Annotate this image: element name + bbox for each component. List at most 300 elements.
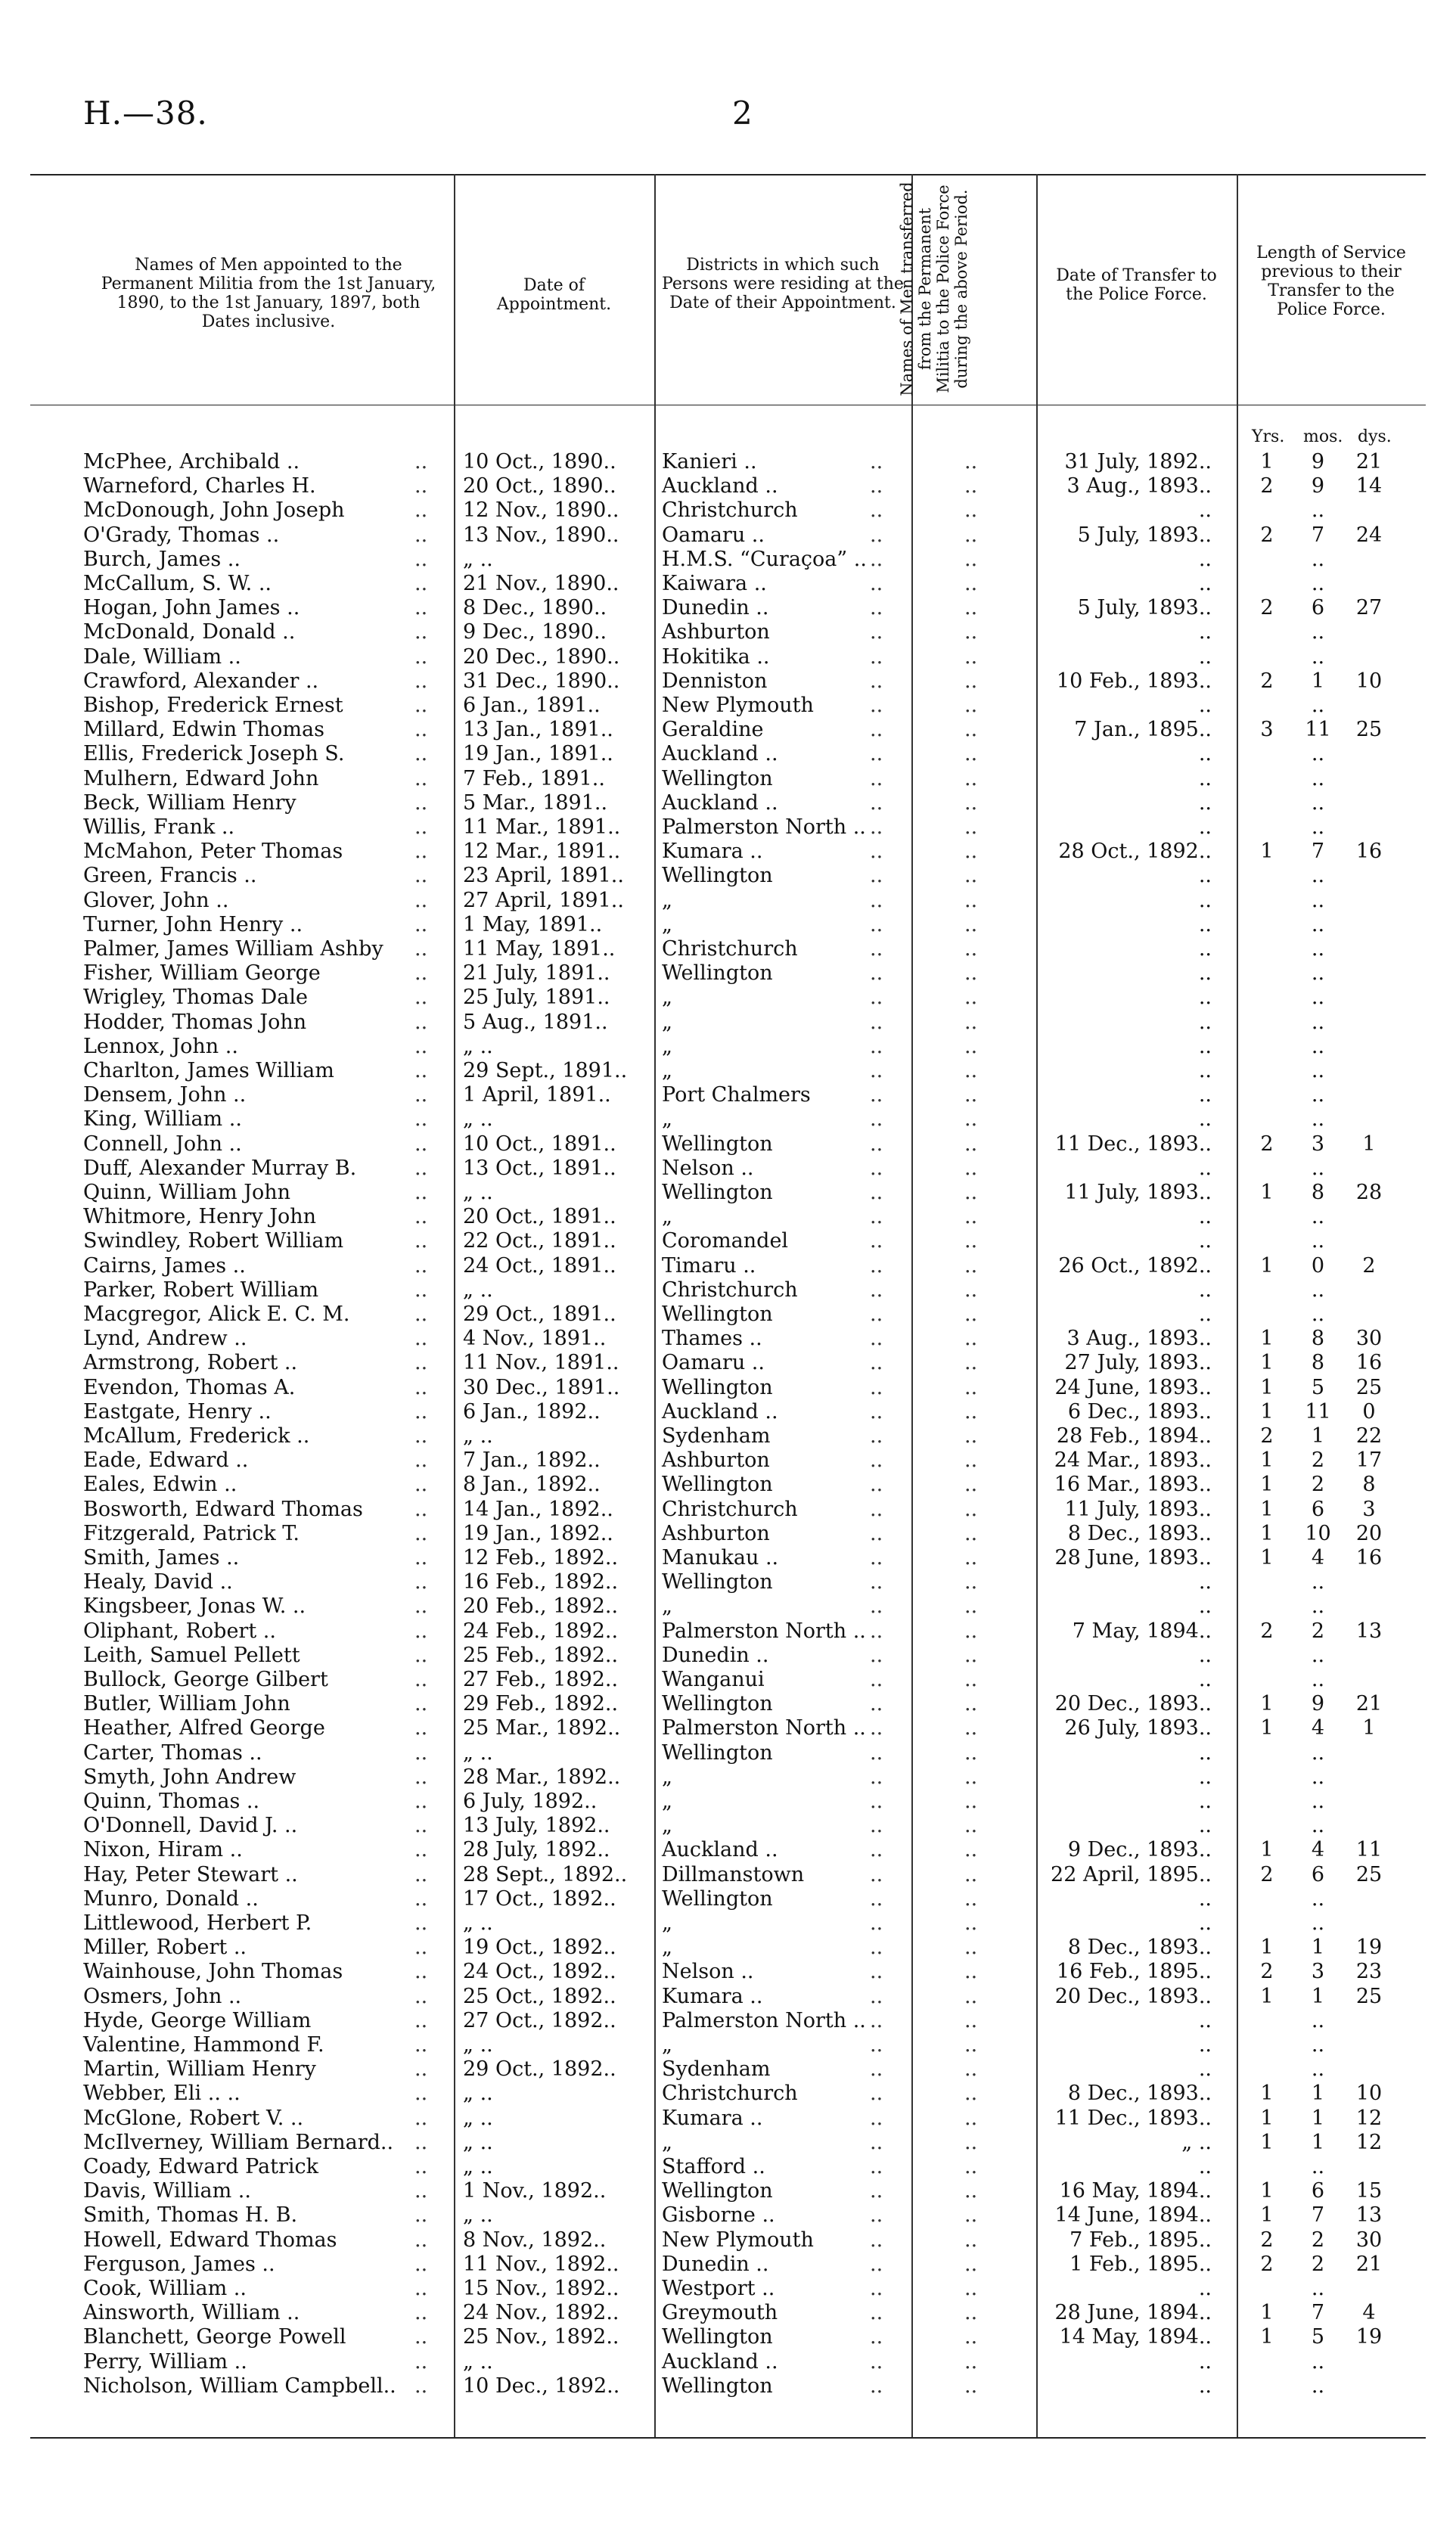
table-row [0,1278,1456,1302]
leader-dots: .. [414,2277,428,2300]
years-cell: 2 [1260,474,1274,498]
name-cell: Warneford, Charles H. [83,474,316,498]
months-cell: .. [1311,620,1325,644]
transferred-dots: .. [964,2106,978,2130]
transferred-dots: .. [964,2155,978,2178]
district-cell: Westport .. [662,2277,775,2300]
appointment-date-cell: „ .. [463,2203,493,2228]
transferred-dots: .. [964,2374,978,2398]
district-cell: Sydenham [662,1424,771,1448]
transfer-date-cell: .. [1198,1083,1212,1107]
months-cell: 9 [1311,450,1325,473]
header-date-of-transfer: Date of Transfer to the Police Force. [1056,266,1217,304]
appointment-date-cell: 13 Nov., 1890.. [463,523,619,547]
months-cell: .. [1311,572,1325,595]
transfer-date-cell: .. [1198,1302,1212,1326]
table-row [0,889,1456,913]
transfer-date-cell: 6 Dec., 1893.. [1067,1399,1212,1424]
table-row [0,2107,1456,2131]
transfer-date-cell: .. [1198,1107,1212,1132]
district-cell: Thames .. [662,1327,762,1351]
appointment-date-cell: „ .. [463,2033,493,2057]
transferred-dots: .. [964,1107,978,1132]
years-cell: 1 [1260,1984,1274,2008]
transferred-dots: .. [964,864,978,888]
leader-dots: .. [870,669,883,693]
days-cell: 1 [1362,1716,1376,1740]
leader-dots: .. [414,1936,428,1960]
transfer-date-cell: 14 June, 1894.. [1054,2203,1212,2228]
transfer-date-cell: 28 Feb., 1894.. [1056,1424,1212,1448]
district-cell: Ashburton [662,1448,770,1473]
transferred-dots: .. [964,644,978,669]
table-row [0,986,1456,1010]
leader-dots: .. [870,1205,883,1229]
months-cell: 1 [1311,1984,1325,2008]
leader-dots: .. [414,2325,428,2349]
years-cell: 1 [1260,1253,1274,1278]
district-cell: Wellington [662,1473,773,1497]
transferred-dots: .. [964,1911,978,1935]
district-cell: Auckland .. [662,790,778,815]
name-cell: Mulhern, Edward John [83,766,319,790]
months-cell: .. [1311,2349,1325,2374]
transfer-date-cell: „ .. [1181,2130,1212,2154]
name-cell: Palmer, James William Ashby [83,937,383,961]
table-row [0,1376,1456,1400]
name-cell: Hodder, Thomas John [83,1010,307,1034]
days-cell: 16 [1355,1351,1383,1375]
district-cell: „ [662,1936,672,1960]
name-cell: Swindley, Robert William [83,1229,344,1253]
name-cell: Valentine, Hammond F. [83,2033,324,2057]
months-cell: .. [1311,1594,1325,1619]
table-row [0,1716,1456,1740]
transfer-date-cell: .. [1198,547,1212,571]
months-cell: 0 [1311,1253,1325,1278]
district-cell: Auckland .. [662,474,778,498]
district-cell: Kumara .. [662,840,763,864]
appointment-date-cell: 19 Oct., 1892.. [463,1936,616,1960]
name-cell: Coady, Edward Patrick [83,2155,319,2178]
transferred-dots: .. [964,2130,978,2154]
leader-dots: .. [414,840,428,864]
district-cell: Coromandel [662,1229,789,1253]
leader-dots: .. [870,1253,883,1278]
district-cell: Palmerston North .. [662,815,866,839]
table-row [0,1181,1456,1205]
district-cell: Stafford .. [662,2155,765,2178]
transferred-dots: .. [964,694,978,717]
leader-dots: .. [870,912,883,936]
district-cell: „ [662,1059,672,1082]
table-row [0,1522,1456,1546]
table-row [0,2033,1456,2057]
leader-dots: .. [870,1083,883,1107]
months-cell: 6 [1311,1497,1325,1521]
years-cell: 3 [1260,718,1274,742]
months-cell: 3 [1311,1132,1325,1156]
leader-dots: .. [870,1132,883,1156]
table-row [0,1960,1456,1984]
transferred-dots: .. [964,1375,978,1399]
appointment-date-cell: 25 Mar., 1892.. [463,1716,621,1740]
leader-dots: .. [414,1083,428,1107]
leader-dots: .. [870,1448,883,1473]
table-row [0,1400,1456,1424]
days-cell: 2 [1362,1253,1376,1278]
name-cell: McMahon, Peter Thomas [83,840,343,864]
appointment-date-cell: 6 Jan., 1892.. [463,1399,601,1424]
appointment-date-cell: 21 Nov., 1890.. [463,572,619,595]
transferred-dots: .. [964,1790,978,1813]
days-cell: 19 [1355,2325,1383,2349]
transfer-date-cell: .. [1198,912,1212,936]
months-cell: 8 [1311,1351,1325,1375]
district-cell: „ [662,912,672,936]
appointment-date-cell: „ .. [463,2349,493,2374]
leader-dots: .. [414,1814,428,1838]
name-cell: Charlton, James William [83,1059,334,1082]
leader-dots: .. [414,1181,428,1204]
transfer-date-cell: .. [1198,790,1212,815]
table-row [0,1692,1456,1716]
transfer-date-cell: .. [1198,1229,1212,1253]
leader-dots: .. [870,1181,883,1204]
days-cell: 13 [1355,1619,1383,1643]
district-cell: Christchurch [662,498,798,523]
table-row [0,718,1456,742]
months-cell: .. [1311,1205,1325,1229]
appointment-date-cell: „ .. [463,1424,493,1448]
leader-dots: .. [414,1984,428,2008]
months-cell: .. [1311,2057,1325,2082]
table-row [0,864,1456,888]
leader-dots: .. [414,1886,428,1911]
name-cell: Heather, Alfred George [83,1716,325,1740]
transferred-dots: .. [964,1692,978,1716]
transfer-date-cell: 7 May, 1894.. [1072,1619,1212,1643]
table-row [0,1083,1456,1107]
leader-dots: .. [870,790,883,815]
appointment-date-cell: 20 Oct., 1891.. [463,1205,616,1229]
years-cell: 2 [1260,669,1274,693]
leader-dots: .. [870,596,883,620]
months-cell: .. [1311,1570,1325,1594]
name-cell: Carter, Thomas .. [83,1740,262,1765]
appointment-date-cell: 29 Oct., 1891.. [463,1302,616,1326]
name-cell: Cook, William .. [83,2277,247,2300]
district-cell: „ [662,1205,672,1229]
transfer-date-cell: .. [1198,2277,1212,2300]
months-cell: 9 [1311,474,1325,498]
transferred-dots: .. [964,2228,978,2252]
transfer-date-cell: .. [1198,1570,1212,1594]
table-row [0,1863,1456,1887]
district-cell: Christchurch [662,937,798,961]
name-cell: McDonough, John Joseph [83,498,345,523]
leader-dots: .. [414,1643,428,1667]
appointment-date-cell: 24 Nov., 1892.. [463,2301,619,2325]
header-districts: Districts in which such Persons were residing at the Date of their Appointment. [662,256,904,312]
name-cell: Smyth, John Andrew [83,1765,296,1789]
name-cell: Littlewood, Herbert P. [83,1911,312,1935]
name-cell: Cairns, James .. [83,1253,246,1278]
name-cell: Ferguson, James .. [83,2252,275,2276]
transferred-dots: .. [964,2349,978,2374]
district-cell: Ashburton [662,1521,770,1545]
leader-dots: .. [414,2033,428,2057]
appointment-date-cell: 27 April, 1891.. [463,888,624,912]
months-cell: 4 [1311,1716,1325,1740]
months-cell: .. [1311,2277,1325,2300]
name-cell: Crawford, Alexander .. [83,669,319,693]
leader-dots: .. [414,815,428,839]
leader-dots: .. [414,742,428,766]
transferred-dots: .. [964,1399,978,1424]
leader-dots: .. [870,1521,883,1545]
name-cell: Connell, John .. [83,1132,242,1156]
transfer-date-cell: 28 June, 1894.. [1054,2301,1212,2325]
table-row [0,1035,1456,1059]
transferred-dots: .. [964,986,978,1010]
transfer-date-cell: 31 July, 1892.. [1064,450,1212,473]
transfer-date-cell: .. [1198,1594,1212,1619]
transfer-date-cell: 26 July, 1893.. [1064,1716,1212,1740]
leader-dots: .. [870,1327,883,1351]
leader-dots: .. [414,864,428,888]
months-cell: 8 [1311,1181,1325,1204]
leader-dots: .. [414,1229,428,1253]
days-cell: 15 [1355,2179,1383,2203]
days-cell: 24 [1355,523,1383,547]
leader-dots: .. [414,547,428,571]
leader-dots: .. [870,1229,883,1253]
district-cell: Oamaru .. [662,1351,765,1375]
leader-dots: .. [414,937,428,961]
leader-dots: .. [414,1156,428,1180]
transferred-dots: .. [964,1156,978,1180]
months-cell: 3 [1311,1960,1325,1984]
leader-dots: .. [414,888,428,912]
leader-dots: .. [414,1716,428,1740]
years-cell: 1 [1260,2301,1274,2325]
name-cell: Bullock, George Gilbert [83,1668,328,1691]
leader-dots: .. [870,2130,883,2154]
transferred-dots: .. [964,840,978,864]
leader-dots: .. [414,1570,428,1594]
leader-dots: .. [870,2179,883,2203]
transferred-dots: .. [964,1132,978,1156]
district-cell: Auckland .. [662,2349,778,2374]
years-cell: 1 [1260,2082,1274,2106]
leader-dots: .. [414,718,428,742]
transfer-date-cell: .. [1198,1814,1212,1838]
appointment-date-cell: 12 Feb., 1892.. [463,1546,619,1570]
leader-dots: .. [414,1132,428,1156]
days-cell: 17 [1355,1448,1383,1473]
table-row [0,1327,1456,1351]
months-cell: .. [1311,1911,1325,1935]
appointment-date-cell: 8 Nov., 1892.. [463,2228,607,2252]
transferred-dots: .. [964,1181,978,1204]
leader-dots: .. [414,1473,428,1497]
table-row [0,1132,1456,1157]
leader-dots: .. [414,1327,428,1351]
transferred-dots: .. [964,1010,978,1034]
transferred-dots: .. [964,790,978,815]
appointment-date-cell: „ .. [463,2130,493,2154]
name-cell: Nixon, Hiram .. [83,1838,243,1862]
district-cell: „ [662,1010,672,1034]
leader-dots: .. [414,2106,428,2130]
name-cell: Green, Francis .. [83,864,257,888]
years-cell: 1 [1260,1546,1274,1570]
table-row [0,1911,1456,1936]
table-row [0,548,1456,572]
appointment-date-cell: 23 April, 1891.. [463,864,624,888]
months-cell: .. [1311,694,1325,717]
table-row [0,1985,1456,2009]
leader-dots: .. [414,498,428,523]
transferred-dots: .. [964,937,978,961]
name-cell: Healy, David .. [83,1570,233,1594]
district-cell: Dunedin .. [662,596,769,620]
transfer-date-cell: .. [1198,1643,1212,1667]
transfer-date-cell: .. [1198,644,1212,669]
appointment-date-cell: „ .. [463,1278,493,1302]
months-cell: .. [1311,766,1325,790]
leader-dots: .. [414,1059,428,1082]
name-cell: Eade, Edward .. [83,1448,249,1473]
transfer-date-cell: .. [1198,888,1212,912]
table-row [0,1594,1456,1619]
days-cell: 23 [1355,1960,1383,1984]
days-cell: 8 [1362,1473,1376,1497]
months-cell: .. [1311,986,1325,1010]
name-cell: Evendon, Thomas A. [83,1375,296,1399]
appointment-date-cell: 13 Jan., 1891.. [463,718,613,742]
months-cell: .. [1311,1059,1325,1082]
name-cell: Leith, Samuel Pellett [83,1643,300,1667]
transfer-date-cell: .. [1198,1740,1212,1765]
transferred-dots: .. [964,1570,978,1594]
months-cell: .. [1311,2033,1325,2057]
name-cell: Ellis, Frederick Joseph S. [83,742,345,766]
leader-dots: .. [414,1399,428,1424]
transferred-dots: .. [964,572,978,595]
transferred-dots: .. [964,718,978,742]
district-cell: Palmerston North .. [662,1619,866,1643]
appointment-date-cell: „ .. [463,1740,493,1765]
appointment-date-cell: 11 May, 1891.. [463,937,616,961]
table-row [0,572,1456,596]
transferred-dots: .. [964,1740,978,1765]
leader-dots: .. [414,1107,428,1132]
table-row [0,523,1456,548]
header-top-rule [30,174,1426,175]
years-cell: 1 [1260,1375,1274,1399]
district-cell: „ [662,1034,672,1058]
years-cell: 2 [1260,523,1274,547]
table-row [0,1302,1456,1327]
transfer-date-cell: .. [1198,1911,1212,1935]
months-cell: .. [1311,961,1325,986]
district-cell: Wellington [662,1132,773,1156]
months-cell: 1 [1311,669,1325,693]
leader-dots: .. [870,766,883,790]
leader-dots: .. [414,1278,428,1302]
months-cell: .. [1311,1083,1325,1107]
district-cell: Wellington [662,1886,773,1911]
transfer-date-cell: 16 May, 1894.. [1059,2179,1212,2203]
district-cell: Geraldine [662,718,764,742]
leader-dots: .. [870,2203,883,2228]
transfer-date-cell: 11 Dec., 1893.. [1054,2106,1212,2130]
months-cell: 9 [1311,1692,1325,1716]
leader-dots: .. [414,2228,428,2252]
transferred-dots: .. [964,1302,978,1326]
transferred-dots: .. [964,1059,978,1082]
name-cell: Bishop, Frederick Ernest [83,694,343,717]
transferred-dots: .. [964,1862,978,1886]
years-cell: 2 [1260,596,1274,620]
appointment-date-cell: 25 Feb., 1892.. [463,1643,619,1667]
leader-dots: .. [414,1790,428,1813]
transfer-date-cell: .. [1198,1765,1212,1789]
name-cell: Nicholson, William Campbell.. [83,2374,396,2398]
appointment-date-cell: 13 Oct., 1891.. [463,1156,616,1180]
transferred-dots: .. [964,1521,978,1545]
transfer-date-cell: 11 July, 1893.. [1064,1181,1212,1204]
leader-dots: .. [414,961,428,986]
months-cell: 6 [1311,2179,1325,2203]
months-cell: 5 [1311,1375,1325,1399]
district-cell: Wellington [662,1181,773,1204]
appointment-date-cell: 25 July, 1891.. [463,986,610,1010]
name-cell: Bosworth, Edward Thomas [83,1497,363,1521]
transferred-dots: .. [964,1473,978,1497]
district-cell: Christchurch [662,1278,798,1302]
table-row [0,1229,1456,1253]
leader-dots: .. [870,1692,883,1716]
transferred-dots: .. [964,1765,978,1789]
appointment-date-cell: 17 Oct., 1892.. [463,1886,616,1911]
leader-dots: .. [414,1668,428,1691]
table-row [0,1644,1456,1668]
name-cell: Smith, Thomas H. B. [83,2203,298,2228]
transfer-date-cell: .. [1198,1668,1212,1691]
months-cell: .. [1311,937,1325,961]
appointment-date-cell: „ .. [463,2155,493,2178]
table-row [0,2131,1456,2155]
table-row [0,669,1456,694]
transfer-date-cell: .. [1198,742,1212,766]
leader-dots: .. [414,2179,428,2203]
leader-dots: .. [414,644,428,669]
leader-dots: .. [870,864,883,888]
leader-dots: .. [870,1351,883,1375]
appointment-date-cell: 4 Nov., 1891.. [463,1327,607,1351]
leader-dots: .. [870,1546,883,1570]
days-cell: 22 [1355,1424,1383,1448]
transferred-dots: .. [964,596,978,620]
name-cell: Densem, John .. [83,1083,247,1107]
appointment-date-cell: 28 July, 1892.. [463,1838,610,1862]
district-cell: H.M.S. “Curaçoa” .. [662,547,867,571]
transfer-date-cell: 16 Feb., 1895.. [1056,1960,1212,1984]
leader-dots: .. [870,1740,883,1765]
